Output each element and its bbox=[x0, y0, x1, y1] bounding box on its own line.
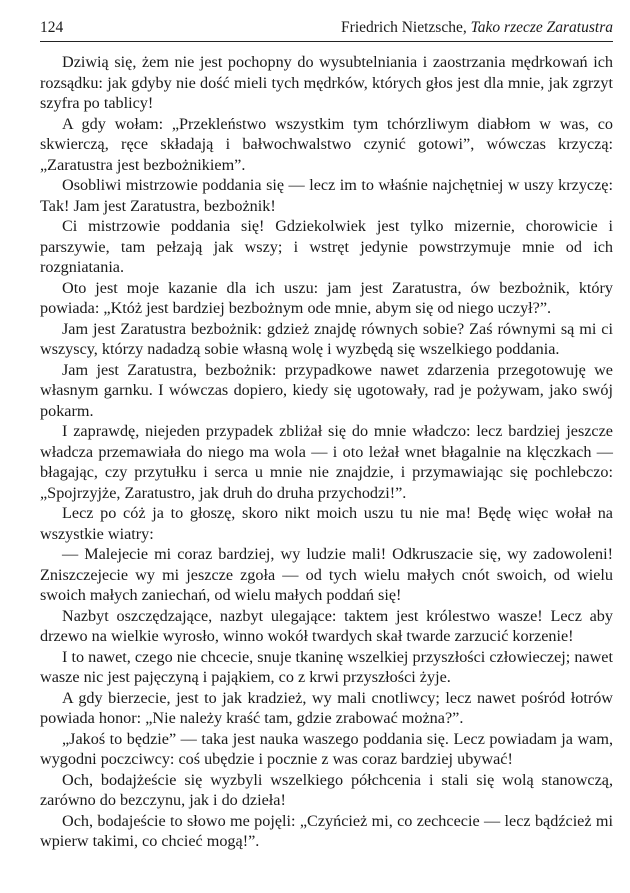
paragraph: Nazbyt oszczędzające, nazbyt ulegające: taktem jest królestwo wasze! Lecz aby drzewo na wielkie wyrosło, winno wokół twardych skał twarde zarzucić korzenie! bbox=[40, 606, 613, 645]
paragraph: Jam jest Zaratustra bezbożnik: gdzież znajdę równych sobie? Zaś równymi są mi ci wszyscy, którzy nadadzą sobie własną wolę i wyzbędą się wszelkiego poddania. bbox=[40, 319, 613, 358]
paragraph: A gdy wołam: „Przekleństwo wszystkim tym tchórzliwym diabłom w was, co skwierczą, ręce składają i bałwochwalstwo czynić gotowi”, wówczas krzyczą: „Zaratustra jest bezbożnikiem”. bbox=[40, 114, 613, 174]
paragraph: Dziwią się, żem nie jest pochopny do wysubtelniania i zaostrzania mędrkowań ich rozsądku: jak gdyby nie dość mieli tych mędrków, których głos jest dla mnie, jak zgrzyt szyfra po tablicy! bbox=[40, 53, 613, 112]
header-rule bbox=[40, 41, 613, 42]
paragraph: — Malejecie mi coraz bardziej, wy ludzie mali! Odkruszacie się, wy zadowoleni! Zniszczejecie wy mi jeszcze zgoła — od tych wielu małych cnót swoich, od wielu swoich małych zaniechań, od wielu małych poddań się! bbox=[40, 545, 613, 604]
paragraph: Ci mistrzowie poddania się! Gdziekolwiek jest tylko mizernie, chorowicie i parszywie, tam pełzają jak wszy; i wstręt jedynie powstrzymuje mnie od ich rozgniatania. bbox=[40, 217, 613, 276]
body-text bbox=[40, 52, 613, 852]
paragraph: Lecz po cóż ja to głoszę, skoro nikt moich uszu tu nie ma! Będę więc wołał na wszystkie wiatry: bbox=[40, 504, 613, 543]
paragraph: „Jakoś to będzie” — taka jest nauka waszego poddania się. Lecz powiadam ja wam, wygodni poczciwcy: coś ubędzie i pocznie z was coraz bardziej ubywać! bbox=[40, 729, 613, 768]
paragraph: I zaprawdę, niejeden przypadek zbliżał się do mnie władczo: lecz bardziej jeszcze władcza przemawiała do niego ma wola — i oto leżał wnet błagalnie na klęczkach — błagając, czy przytułku i serca u mnie nie znajdzie, i przymawiając się pochlebczo: „Spojrzyjże, Zaratustro, jak druh do druha przychodzi!”. bbox=[40, 422, 613, 502]
paragraph: Och, bodajeście to słowo me pojęli: „Czyńcież mi, co zechcecie — lecz bądźcież mi wpierw takimi, co chcieć mogą!”. bbox=[40, 811, 613, 850]
paragraph: Jam jest Zaratustra, bezbożnik: przypadkowe nawet zdarzenia przegotowuję we własnym garnku. I wówczas dopiero, kiedy się ugotowały, rad je pożywam, jako swój pokarm. bbox=[40, 360, 613, 420]
header-author: Friedrich Nietzsche, bbox=[341, 19, 467, 36]
paragraph: A gdy bierzecie, jest to jak kradzież, wy mali cnotliwcy; lecz nawet pośród łotrów powiada honor: „Nie należy kraść tam, gdzie zrabować można?”. bbox=[40, 688, 613, 727]
paragraph: Osobliwi mistrzowie poddania się — lecz im to właśnie najchętniej w uszy krzyczę: Tak! Jam jest Zaratustra, bezbożnik! bbox=[40, 176, 613, 215]
header-title bbox=[341, 18, 613, 38]
paragraph: Oto jest moje kazanie dla ich uszu: jam jest Zaratustra, ów bezbożnik, który powiada: „Któż jest bardziej bezbożnym ode mnie, abym się od niego uczył?”. bbox=[40, 278, 613, 317]
running-header bbox=[40, 16, 613, 38]
paragraph: I to nawet, czego nie chcecie, snuje tkaninę wszelkiej przyszłości człowieczej; nawet wasze nic jest pajęczyną i pająkiem, co z krwi przyszłości żyje. bbox=[40, 647, 613, 686]
page-number: 124 bbox=[40, 19, 64, 36]
header-book-title: Tako rzecze Zaratustra bbox=[470, 19, 613, 36]
paragraph: Och, bodajżeście się wyzbyli wszelkiego półchcenia i stali się wolą stanowczą, zarówno do bezczynu, jak i do dzieła! bbox=[40, 770, 613, 809]
